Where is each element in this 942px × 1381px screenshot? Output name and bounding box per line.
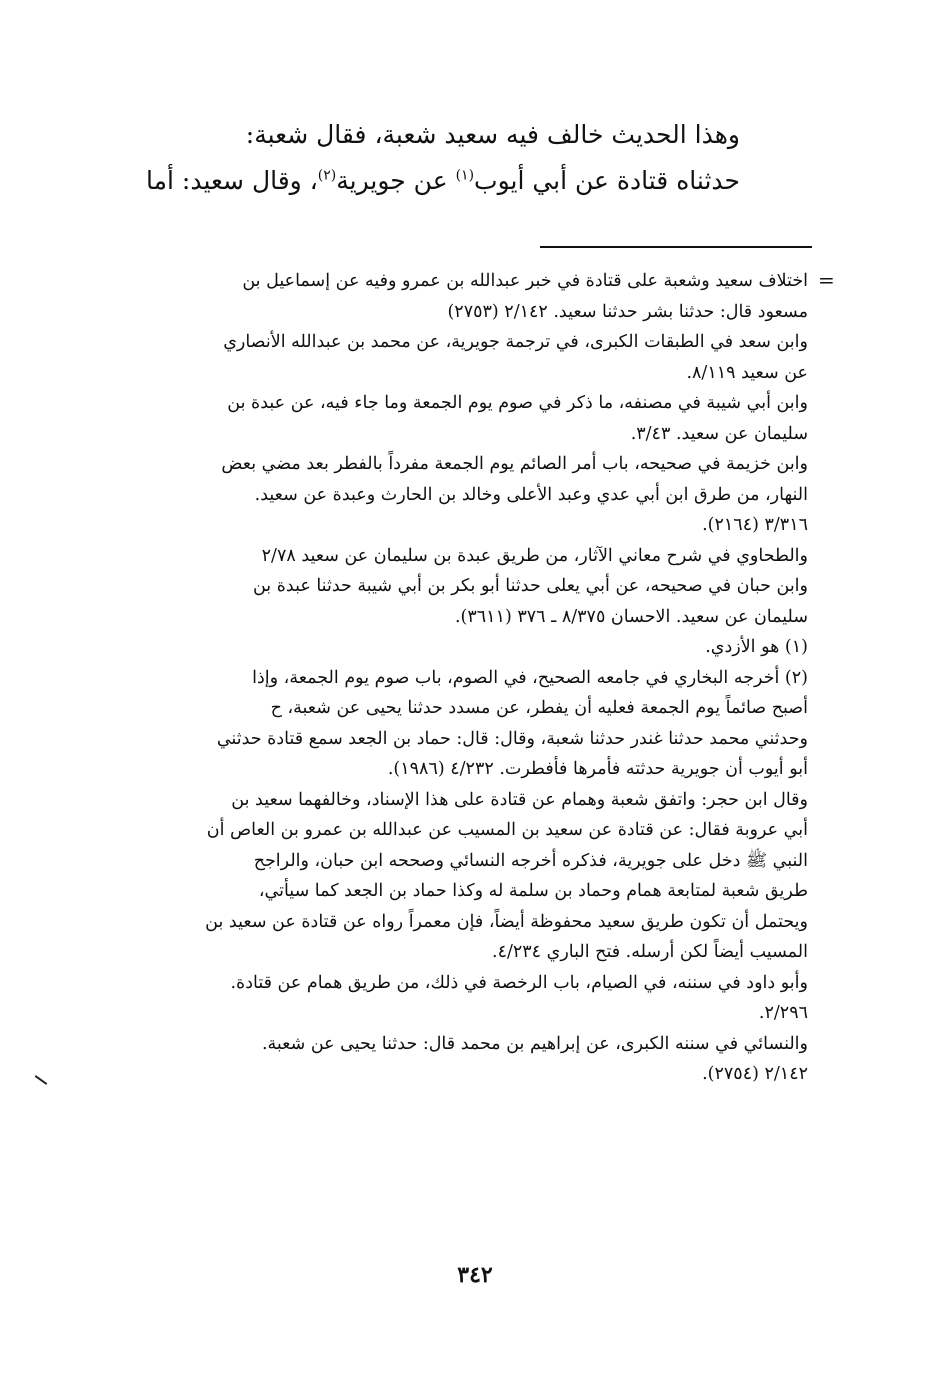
- footnote-separator: [540, 246, 812, 248]
- footnote-line: مسعود قال: حدثنا بشر حدثنا سعيد. ٢/١٤٢ (٢٧٥٣): [447, 301, 808, 322]
- main-line-2: [110, 158, 740, 204]
- footnote-line: المسيب أيضاً لكن أرسله. فتح الباري ٤/٢٣٤.: [491, 942, 808, 962]
- footnote-line: والطحاوي في شرح معاني الآثار، من طريق عبدة بن سليمان عن سعيد ٢/٧٨: [261, 545, 808, 566]
- page-number: ٣٤٢: [457, 1262, 493, 1288]
- footnote-line: النبي ﷺ دخل على جويرية، فذكره أخرجه النسائي وصححه ابن حبان، والراجح: [253, 850, 808, 871]
- main-text: [110, 112, 740, 204]
- footnote-line: اختلاف سعيد وشعبة على قتادة في خبر عبدالله بن عمرو وفيه عن إسماعيل بن: [242, 271, 808, 291]
- footnote-line: أصبح صائماً يوم الجمعة فعليه أن يفطر، عن مسدد حدثنا يحيى عن شعبة، ح: [270, 698, 808, 718]
- footnote-line: والنسائي في سننه الكبرى، عن إبراهيم بن محمد قال: حدثنا يحيى عن شعبة.: [261, 1033, 808, 1054]
- footnote-line: ٢/١٤٢ (٢٧٥٤).: [702, 1064, 808, 1084]
- footnote-line: عن سعيد ٨/١١٩.: [686, 362, 808, 383]
- footnote-1-text: (١) هو الأزدي.: [705, 637, 808, 657]
- footnote-line: النهار، من طرق ابن أبي عدي وعبد الأعلى وخالد بن الحارث وعبدة عن سعيد.: [254, 484, 808, 505]
- footnote-line: وابن سعد في الطبقات الكبرى، في ترجمة جويرية، عن محمد بن عبدالله الأنصاري: [223, 332, 808, 352]
- continuation-mark: =: [818, 268, 835, 292]
- footnote-line: وابن خزيمة في صحيحه، باب أمر الصائم يوم الجمعة مفرداً بالفطر بعد مضي بعض: [221, 454, 808, 474]
- main-line-2-part-b: عن جويرية: [336, 166, 456, 195]
- footnote-ref-2: (٢): [317, 167, 337, 184]
- footnote-1: [128, 632, 808, 663]
- main-line-1: وهذا الحديث خالف فيه سعيد شعبة، فقال شعبة:: [245, 120, 740, 149]
- footnote-line: ويحتمل أن تكون طريق سعيد محفوظة أيضاً، فإن معمراً رواه عن قتادة عن سعيد بن: [205, 911, 808, 932]
- footnote-line: أبي عروبة فقال: عن قتادة عن سعيد بن المسيب عن عبدالله بن عمرو بن العاص أن: [206, 820, 808, 840]
- footnote-line: وحدثني محمد حدثنا غندر حدثنا شعبة، وقال: قال: حماد بن الجعد سمع قتادة حدثني: [216, 728, 808, 749]
- footnote-line: وابن أبي شيبة في مصنفه، ما ذكر في صوم يوم الجمعة وما جاء فيه، عن عبدة بن: [227, 393, 808, 413]
- main-line-2-part-a: حدثناه قتادة عن أبي أيوب: [474, 166, 740, 195]
- footnote-line: ٢/٢٩٦.: [758, 1003, 808, 1023]
- footnote-line: وابن حبان في صحيحه، عن أبي يعلى حدثنا أبو بكر بن أبي شيبة حدثنا عبدة بن: [252, 576, 808, 596]
- footnotes: [128, 266, 808, 1090]
- footnote-line: طريق شعبة لمتابعة همام وحماد بن سلمة له وكذا حماد بن الجعد كما سيأتي،: [258, 881, 808, 901]
- footnote-line: سليمان عن سعيد. ٣/٤٣.: [630, 423, 808, 444]
- footnote-ref-1: (١): [455, 167, 475, 184]
- footnote-line: ٣/٣١٦ (٢١٦٤).: [702, 515, 808, 535]
- footnote-line: وقال ابن حجر: واتفق شعبة وهمام عن قتادة على هذا الإسناد، وخالفهما سعيد بن: [231, 789, 808, 810]
- scan-mark: [35, 1075, 48, 1085]
- main-line-2-part-c: ، وقال سعيد: أما: [146, 166, 318, 195]
- footnote-line: (٢) أخرجه البخاري في جامعه الصحيح، في الصوم، باب صوم يوم الجمعة، وإذا: [252, 667, 808, 688]
- footnote-line: سليمان عن سعيد. الاحسان ٨/٣٧٥ ـ ٣٧٦ (٣٦١١).: [454, 606, 808, 627]
- footnote-line: أبو أيوب أن جويرية حدثته فأمرها فأفطرت. ٤/٢٣٢ (١٩٨٦).: [387, 759, 808, 779]
- footnote-continued: [128, 266, 808, 632]
- footnote-2: [128, 663, 808, 1090]
- footnote-line: وأبو داود في سننه، في الصيام، باب الرخصة في ذلك، من طريق همام عن قتادة.: [230, 972, 808, 993]
